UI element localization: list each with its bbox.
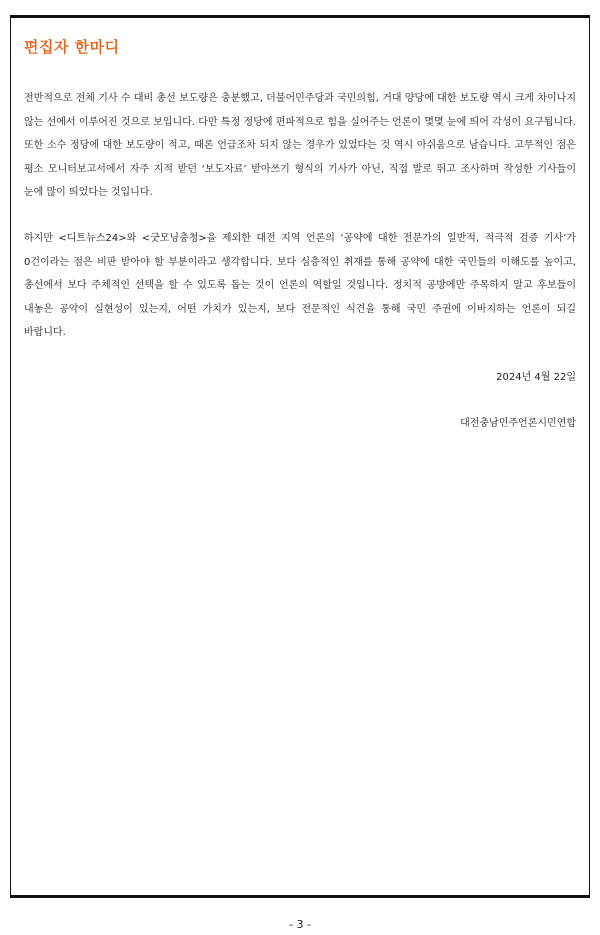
bottom-border-rule — [10, 895, 590, 898]
organization-name: 대전충남민주언론시민연합 — [460, 418, 576, 429]
page-number: - 3 - — [289, 918, 311, 931]
paragraph-1: 전반적으로 전체 기사 수 대비 총선 보도량은 충분했고, 더불어민주당과 국민의힘, 거대 양당에 대한 보도량 역시 크게 차이나지 않는 선에서 이루어진 것으로 보입니다. 다만 특정 정당에 편파적으로 힘을 실어주는 언론이 몇몇 눈에 띄어 각성이 요구됩니다. 또한 소수 정당에 대한 보도량이 적고, 때론 언급조차 되지 않는 경우가 있었다는 것 역시 아쉬움으로 남습니다. 고무적인 점은 평소 모니터보고서에서 자주 지적 받던 ‘보도자료’ 받아쓰기 형식의 기사가 아닌, 직접 발로 뛰고 조사하며 작성한 기사들이 눈에 많이 띄었다는 것입니다. — [24, 93, 576, 198]
paragraph-2: 하지만 <디트뉴스24>와 <굿모닝충청>을 제외한 대전 지역 언론의 ‘공약에 대한 전문가의 일반적, 적극적 검증 기사’가 0건이라는 점은 비판 받아야 할 부분이라고 생각합니다. 보다 심층적인 취재를 통해 공약에 대한 국민들의 이해도를 높이고, 총선에서 보다 주체적인 선택을 할 수 있도록 돕는 것이 언론의 역할일 것입니다. 정치적 공방에만 주목하지 말고 후보들이 내놓은 공약이 실현성이 있는지, 어떤 가치가 있는지, 보다 전문적인 식견을 통해 국민 주권에 이바지하는 언론이 되길 바랍니다. — [24, 233, 576, 338]
right-border-rule — [589, 15, 590, 898]
left-border-rule — [10, 15, 11, 898]
section-heading: 편집자 한마디 — [24, 38, 120, 56]
date-line: 2024년 4월 22일 — [496, 372, 576, 383]
top-border-rule — [10, 15, 590, 18]
